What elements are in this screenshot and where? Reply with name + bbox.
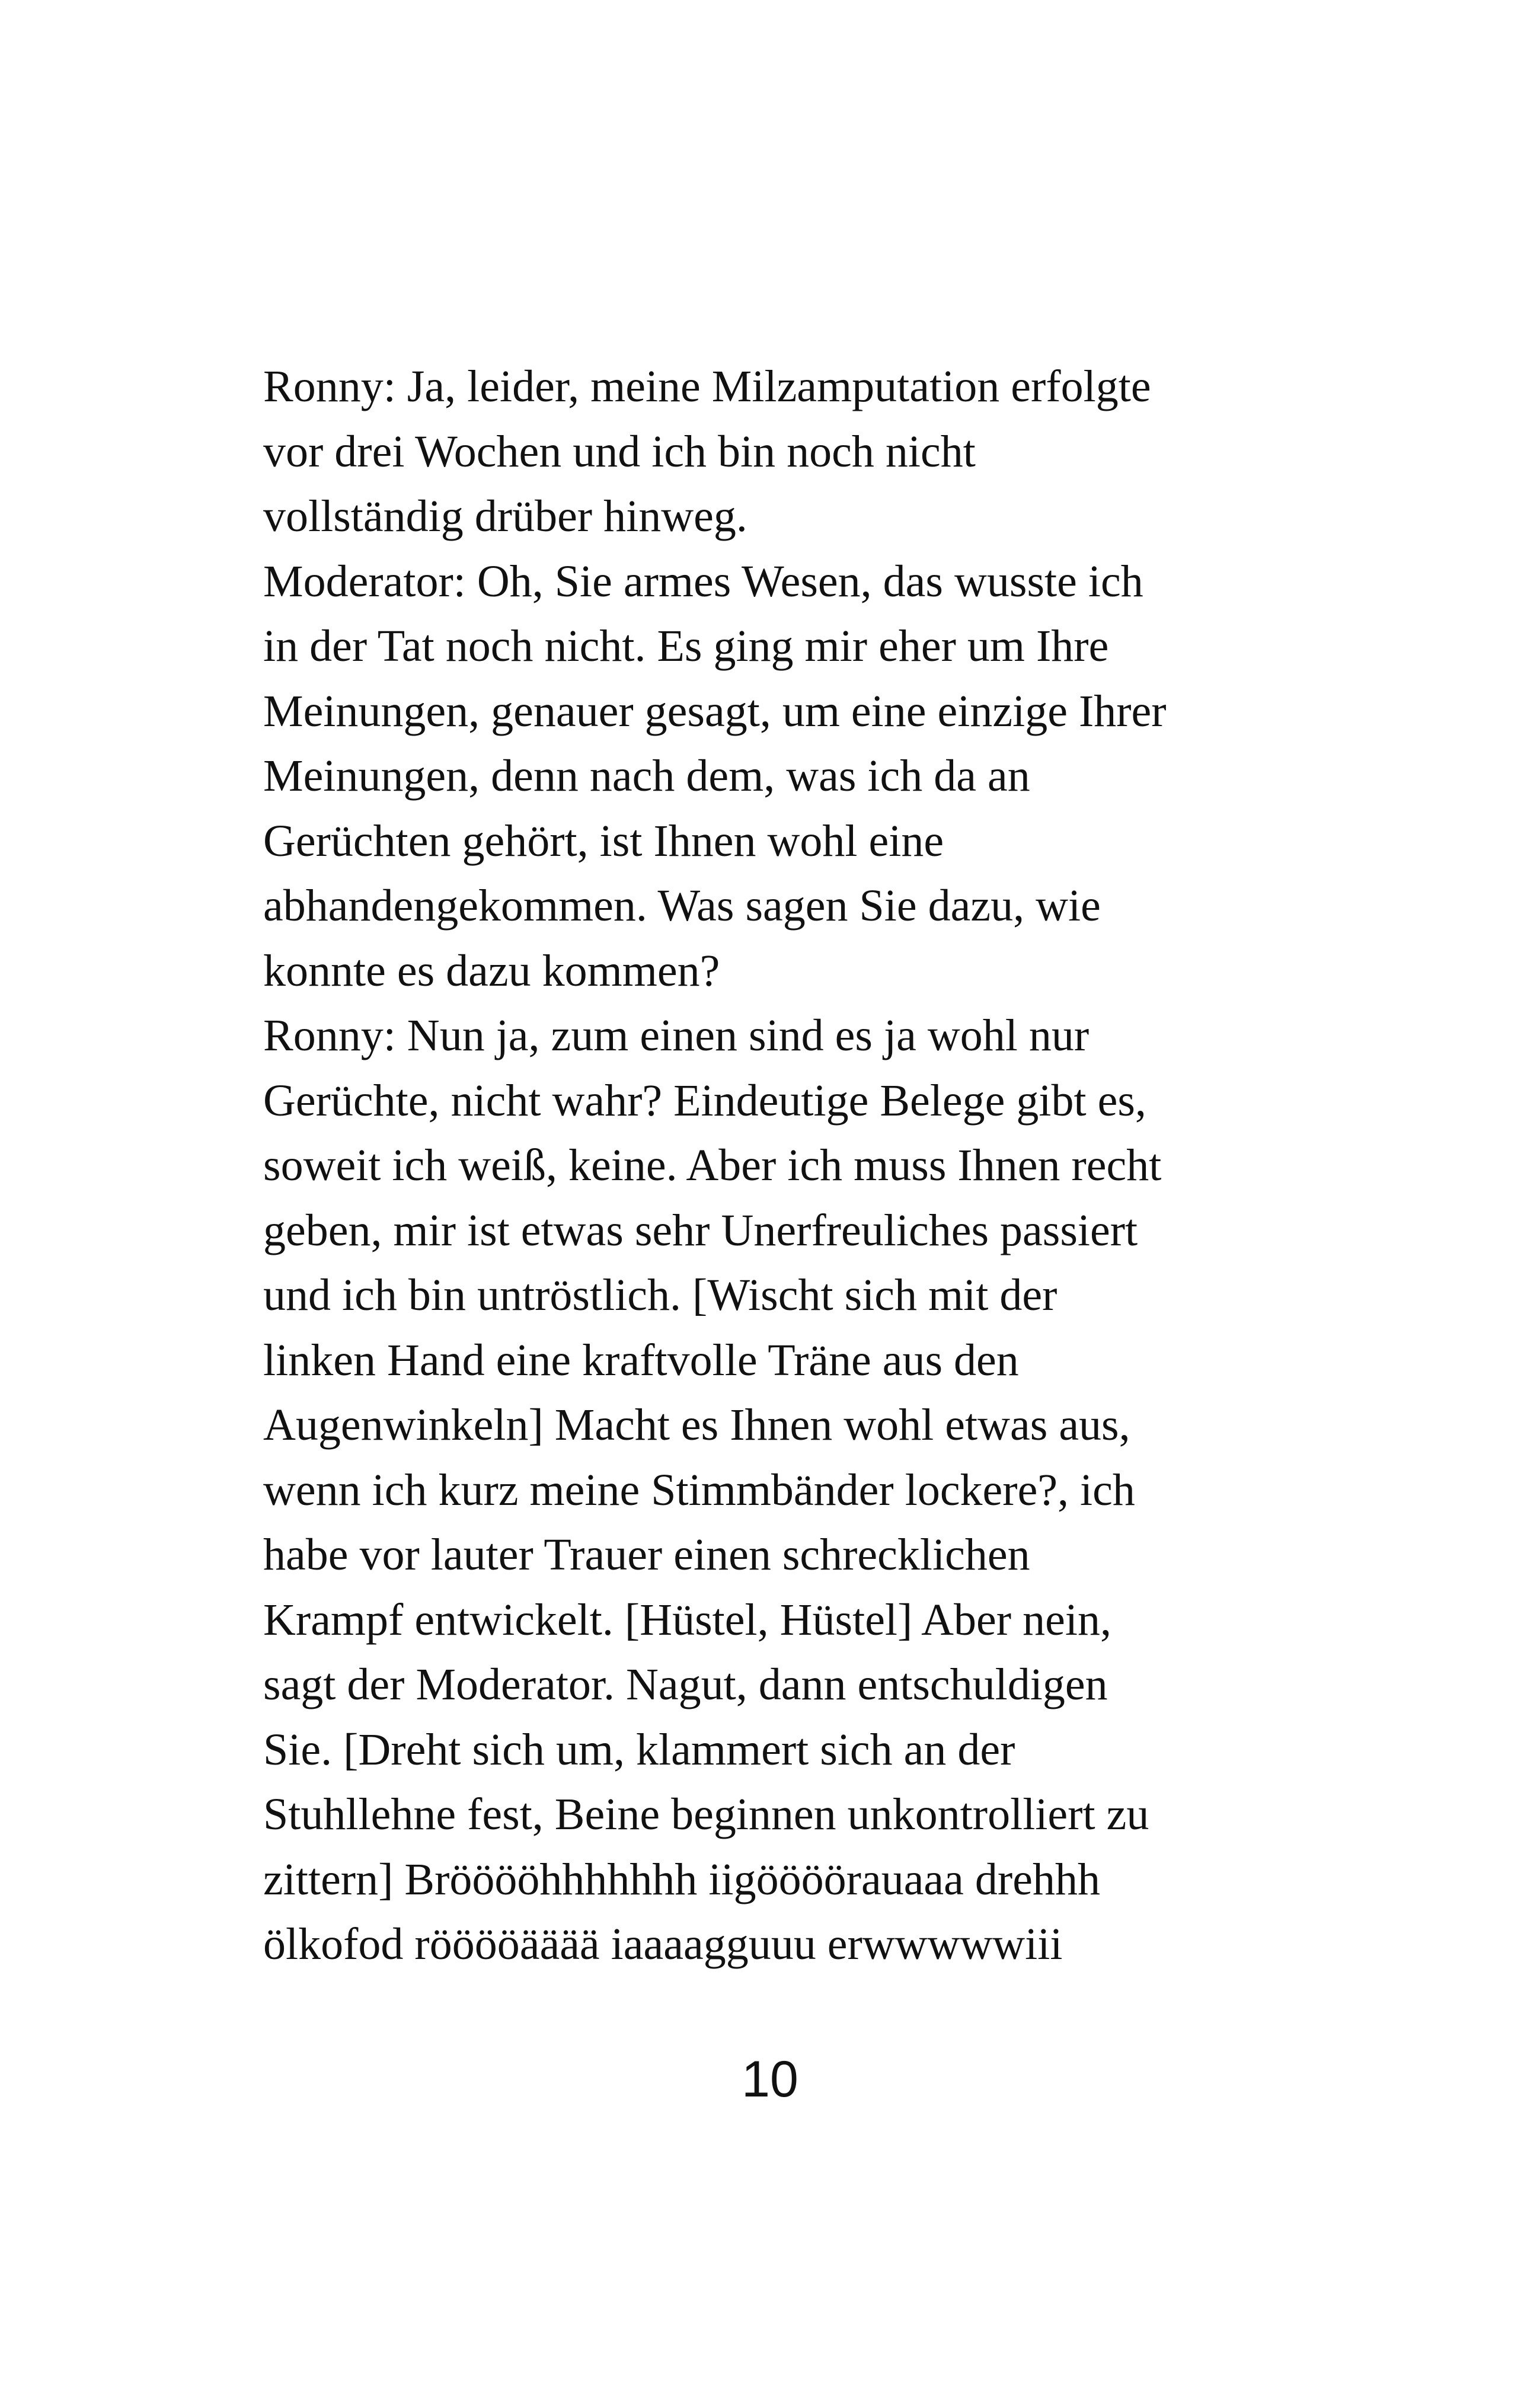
text-line: konnte es dazu kommen? (263, 945, 720, 996)
text-line: Augenwinkeln] Macht es Ihnen wohl etwas aus, (263, 1400, 1130, 1450)
text-line: Ronny: Nun ja, zum einen sind es ja wohl nur (263, 1011, 1089, 1060)
text-line: vollständig drüber hinweg. (263, 491, 747, 541)
text-line: Moderator: Oh, Sie armes Wesen, das wusste ich (263, 556, 1143, 606)
text-line: und ich bin untröstlich. [Wischt sich mit der (263, 1270, 1057, 1320)
text-line: Ronny: Ja, leider, meine Milzamputation erfolgte (263, 362, 1151, 411)
text-line: linken Hand eine kraftvolle Träne aus den (263, 1335, 1019, 1385)
text-line: abhandengekommen. Was sagen Sie dazu, wie (263, 881, 1101, 931)
text-line: in der Tat noch nicht. Es ging mir eher um Ihre (263, 621, 1109, 671)
text-line: Gerüchte, nicht wahr? Eindeutige Belege gibt es, (263, 1075, 1146, 1126)
text-line: Krampf entwickelt. [Hüstel, Hüstel] Aber nein, (263, 1594, 1111, 1645)
text-line: Gerüchten gehört, ist Ihnen wohl eine (263, 816, 944, 866)
text-line: soweit ich weiß, keine. Aber ich muss Ihnen recht (263, 1140, 1162, 1190)
text-line: habe vor lauter Trauer einen schrecklichen (263, 1530, 1030, 1580)
text-line: vor drei Wochen und ich bin noch nicht (263, 426, 976, 477)
text-line: ölkofod rööööääää iaaaagguuu erwwwwwiii (263, 1919, 1063, 1969)
text-line: wenn ich kurz meine Stimmbänder lockere?, ich (263, 1465, 1135, 1515)
text-line: geben, mir ist etwas sehr Unerfreuliches passiert (263, 1205, 1138, 1255)
text-line: zittern] Brööööhhhhhhh iigöööörauaaa drehhh (263, 1854, 1100, 1904)
text-line: Sie. [Dreht sich um, klammert sich an der (263, 1724, 1015, 1775)
text-line: Meinungen, genauer gesagt, um eine einzige Ihrer (263, 686, 1167, 736)
body-text (263, 354, 1283, 1977)
text-line: sagt der Moderator. Nagut, dann entschuldigen (263, 1660, 1108, 1709)
text-line: Meinungen, denn nach dem, was ich da an (263, 751, 1030, 801)
text-line: Stuhllehne fest, Beine beginnen unkontrolliert zu (263, 1789, 1149, 1839)
page-number: 10 (742, 2051, 798, 2108)
